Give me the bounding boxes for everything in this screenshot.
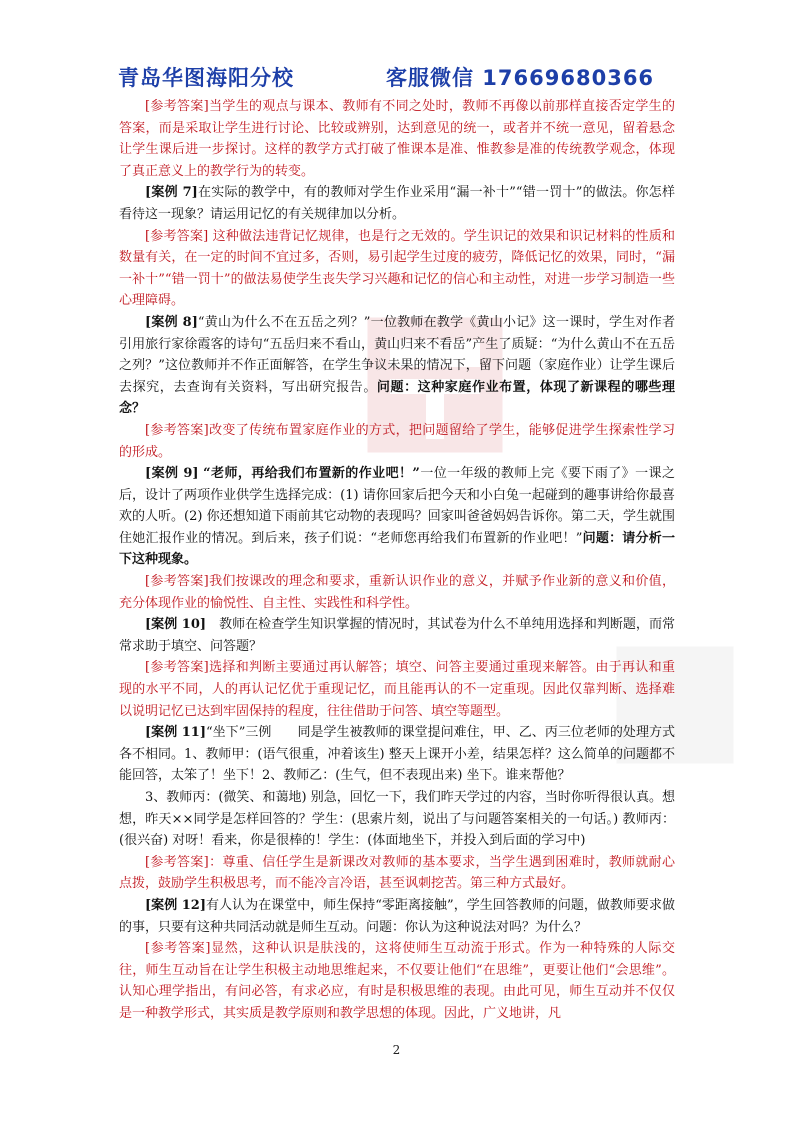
answer-paragraph	[119, 852, 675, 895]
answer-text: [参考答案]选择和判断主要通过再认解答；填空、问答主要通过重现来解答。由于再认和重现的水平不同，人的再认记忆优于重现记忆，而且能再认的不一定重现。因此仅靠判断、选择难以说明记忆已达到牢固保持的程度，往往借助于问答、填空等题型。	[119, 660, 675, 719]
case-lead: “老师，再给我们布置新的作业吧！”	[203, 466, 420, 482]
case-text: 有人认为在课堂中，师生保持“零距离接触”，学生回答教师的问题，做教师要求做的事，只要有这种共同活动就是师生互动。问题：你认为这种说法对吗？为什么？	[119, 897, 675, 935]
answer-paragraph	[119, 226, 675, 312]
case-paragraph	[119, 182, 675, 225]
answer-text: [参考答案]当学生的观点与课本、教师有不同之处时，教师不再像以前那样直接否定学生的答案，而是采取让学生进行讨论、比较或辨别，达到意见的统一，或者并不统一意见，留着悬念让学生课后进一步探讨。这样的教学方式打破了惟课本是准、惟教参是准的传统教学观念，体现了真正意义上的教学行为的转变。	[119, 99, 675, 179]
case-paragraph	[119, 895, 675, 938]
answer-text: [参考答案] 这种做法违背记忆规律，也是行之无效的。学生识记的效果和识记材料的性质和数量有关，在一定的时间不宜过多，否则，易引起学生过度的疲劳，降低记忆的效果，同时，“漏一补十”“错一罚十”的做法易使学生丧失学习兴趣和记忆的信心和主动性，对进一步学习制造一些心理障碍。	[119, 228, 675, 309]
page-number: 2	[392, 1043, 401, 1057]
case-question: 问题：这种家庭作业布置，体现了新课程的哪些理念？	[119, 379, 675, 417]
answer-paragraph	[119, 657, 675, 722]
page-header	[118, 58, 678, 92]
answer-paragraph	[119, 938, 675, 1024]
case-paragraph	[119, 722, 675, 787]
answer-text: [参考答案]改变了传统布置家庭作业的方式，把问题留给了学生，能够促进学生探索性学习的形成。	[119, 422, 675, 460]
case-paragraph	[119, 463, 675, 571]
case-label: [案例 8]	[145, 314, 198, 330]
case-text: 一位一年级的教师上完《要下雨了》一课之后，设计了两项作业供学生选择完成：(1) 请你回家后把今天和小白兔一起碰到的趣事讲给你最喜欢的人听。(2) 你还想知道下雨前其它动物的表现吗？回家叫爸爸妈妈告诉你。第二天，学生就围住她汇报作业的情况。到后来，孩子们说：“老师您再给我们布置新的作业吧！”	[119, 466, 675, 546]
document-body	[119, 96, 675, 1025]
answer-text: [参考答案]我们按课改的理念和要求，重新认识作业的意义，并赋予作业新的意义和价值，充分体现作业的愉悦性、自主性、实践性和科学性。	[119, 574, 675, 611]
header-contact: 客服微信 17669680366	[386, 66, 655, 90]
case-label: [案例 11]	[145, 725, 206, 741]
header-brand: 青岛华图海阳分校	[118, 66, 294, 90]
case-label: [案例 12]	[145, 897, 206, 913]
body-paragraph	[119, 787, 675, 852]
answer-text: [参考答案]显然，这种认识是肤浅的，这将使师生互动流于形式。作为一种特殊的人际交往，师生互动旨在让学生积极主动地思维起来，不仅要让他们“在思维”，更要让他们“会思维”。认知心理学指出，有问必答，有求必应，有时是积极思维的表现。由此可见，师生互动并不仅仅是一种教学形式，其实质是教学原则和教学思想的体现。因此，广义地讲，凡	[119, 941, 675, 1021]
case-label: [案例 9]	[145, 466, 199, 482]
case-label: [案例 10]	[145, 617, 207, 633]
case-paragraph	[119, 614, 675, 657]
answer-paragraph	[119, 96, 675, 182]
case-label: [案例 7]	[145, 185, 198, 201]
case-text: “黄山为什么不在五岳之列？”一位教师在教学《黄山小记》这一课时，学生对作者引用旅行家徐霞客的诗句“五岳归来不看山，黄山归来不看岳”产生了质疑：“为什么黄山不在五岳之列？”这位教师并不作正面解答，在学生争议未果的情况下，留下问题（家庭作业）让学生课后去探究，去查询有关资料，写出研究报告。	[119, 314, 675, 395]
case-text: “坐下”三例 同是学生被教师的课堂提问难住，甲、乙、丙三位老师的处理方式各不相同。1、教师甲：(语气很重，冲着该生) 整天上课开小差，结果怎样？这么简单的问题都不能回答，太笨了！坐下！2、教师乙：(生气，但不表现出来) 坐下。谁来帮他？	[119, 725, 675, 784]
case-paragraph	[119, 312, 675, 420]
answer-paragraph	[119, 420, 675, 463]
answer-text: [参考答案]：尊重、信任学生是新课改对教师的基本要求，当学生遇到困难时，教师就耐心点拨，鼓励学生积极思考，而不能冷言冷语，甚至讽刺挖苦。第三种方式最好。	[119, 854, 675, 892]
case-text: 教师在检查学生知识掌握的情况时，其试卷为什么不单纯用选择和判断题，而常常求助于填空、问答题？	[119, 617, 675, 654]
answer-paragraph	[119, 571, 675, 614]
case-question: 问题：请分析一下这种现象。	[119, 530, 675, 568]
case-text: 在实际的教学中，有的教师对学生作业采用“漏一补十”“错一罚十”的做法。你怎样看待这一现象？请运用记忆的有关规律加以分析。	[119, 185, 675, 222]
body-text: 3、教师丙：(微笑、和蔼地) 别急，回忆一下，我们昨天学过的内容，当时你听得很认真。想想，昨天××同学是怎样回答的？学生：(思索片刻，说出了与问题答案相关的一句话。) 教师丙：(很兴奋) 对呀！看来，你是很棒的！学生：(体面地坐下，并投入到后面的学习中)	[119, 790, 675, 849]
